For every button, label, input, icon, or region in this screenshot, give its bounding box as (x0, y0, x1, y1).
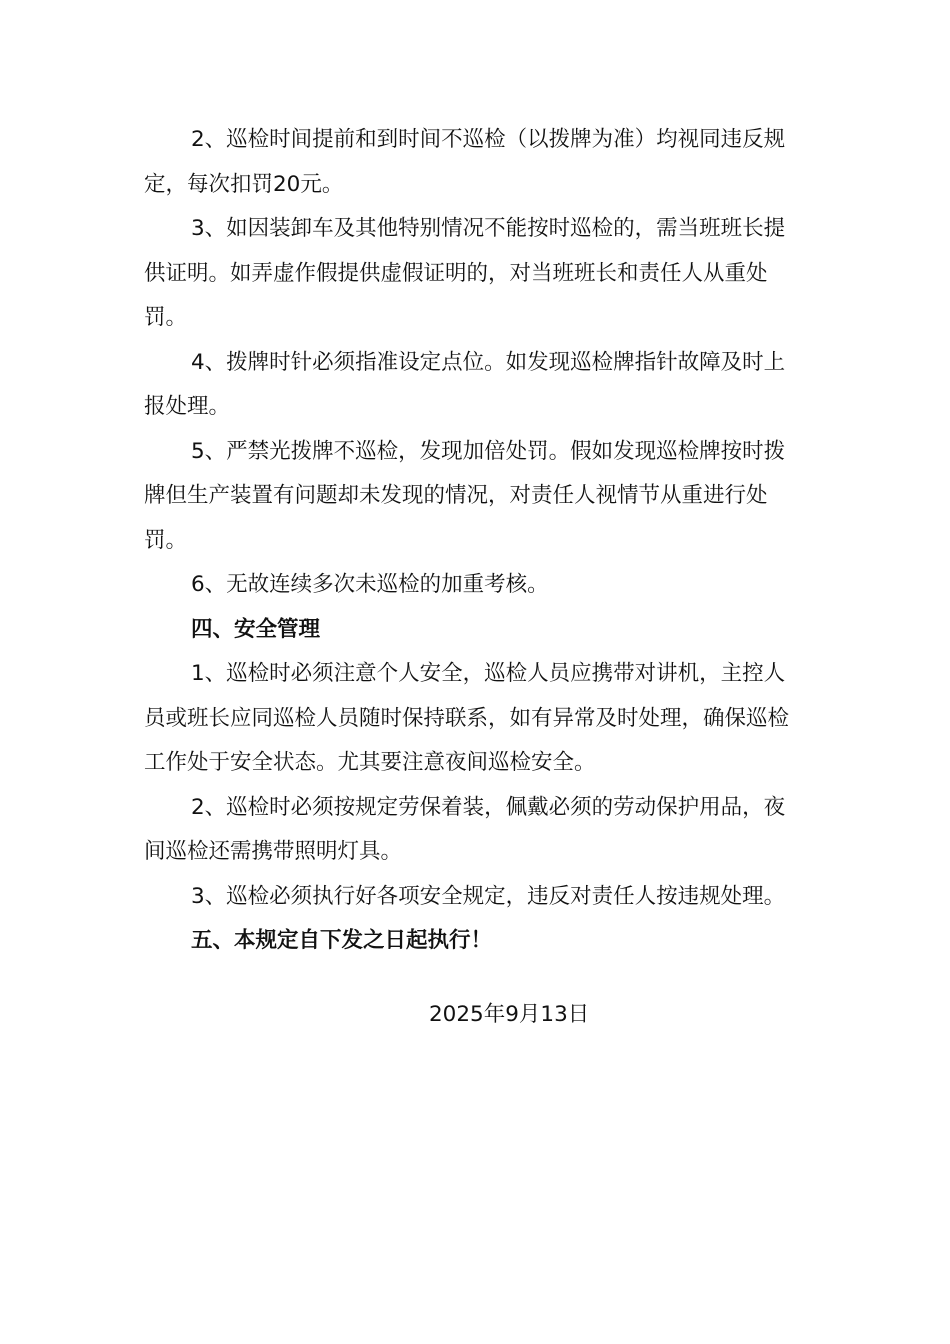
document-body (144, 118, 794, 964)
safety-paragraph-1: 1、巡检时必须注意个人安全，巡检人员应携带对讲机，主控人员或班长应同巡检人员随时保持联系，如有异常及时处理，确保巡检工作处于安全状态。尤其要注意夜间巡检安全。 (144, 661, 790, 775)
rule-paragraph-2: 2、巡检时间提前和到时间不巡检（以拨牌为准）均视同违反规定，每次扣罚20元。 (144, 127, 786, 197)
section-heading-safety: 四、安全管理 (191, 616, 321, 642)
safety-paragraph-2: 2、巡检时必须按规定劳保着装，佩戴必须的劳动保护用品，夜间巡检还需携带照明灯具。 (144, 794, 786, 864)
rule-paragraph-4: 4、拨牌时针必须指准设定点位。如发现巡检牌指针故障及时上报处理。 (144, 349, 786, 419)
rule-paragraph-5: 5、严禁光拨牌不巡检，发现加倍处罚。假如发现巡检牌按时拨牌但生产装置有问题却未发现的情况，对责任人视情节从重进行处罚。 (144, 438, 786, 553)
rule-paragraph-3: 3、如因装卸车及其他特别情况不能按时巡检的，需当班班长提供证明。如弄虚作假提供虚假证明的，对当班班长和责任人从重处罚。 (144, 216, 786, 330)
section-heading-effective: 五、本规定自下发之日起执行！ (191, 928, 493, 953)
safety-paragraph-3: 3、巡检必须执行好各项安全规定，违反对责任人按违规处理。 (191, 883, 786, 909)
rule-paragraph-6: 6、无故连续多次未巡检的加重考核。 (191, 572, 549, 597)
document-date: 2025年9月13日 (429, 1002, 590, 1027)
